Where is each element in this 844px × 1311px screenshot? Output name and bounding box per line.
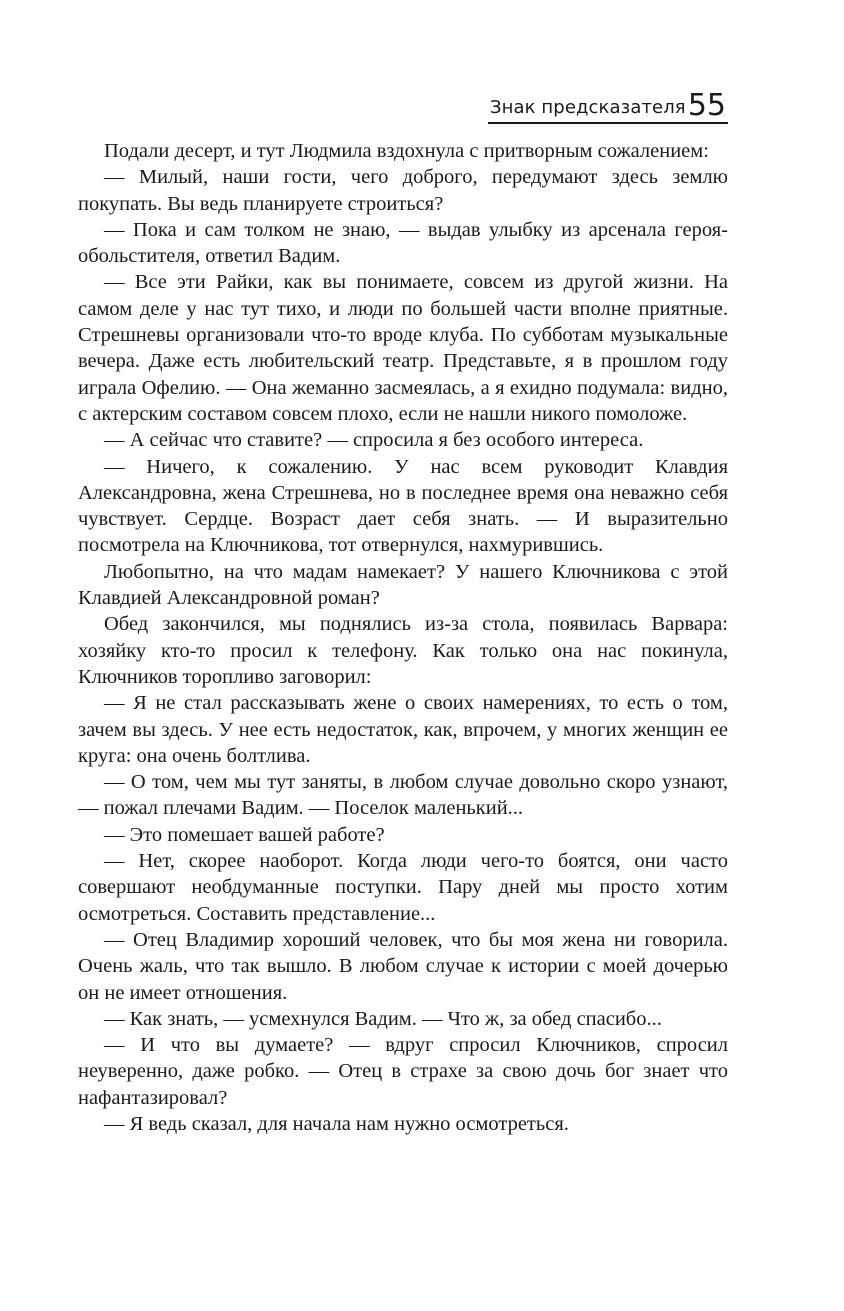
paragraph: — Отец Владимир хороший человек, что бы моя жена ни говорила. Очень жаль, что так вышло. В любом случае к истории с моей дочерью он не имеет отношения.: [78, 928, 728, 1004]
paragraph: — Нет, скорее наоборот. Когда люди чего-то боятся, они часто совершают необдуманные поступки. Пару дней мы просто хотим осмотреться. Составить представление...: [78, 850, 728, 925]
body-text: [78, 138, 728, 1137]
paragraph: — И что вы думаете? — вдруг спросил Ключников, спросил неуверенно, даже робко. — Отец в страхе за свою дочь бог знает что нафантазировал?: [78, 1034, 728, 1109]
paragraph: — Я ведь сказал, для начала нам нужно осмотреться.: [104, 1112, 569, 1135]
paragraph: — О том, чем мы тут заняты, в любом случае довольно скоро узнают, — пожал плечами Вадим. — Поселок маленький...: [78, 771, 728, 820]
paragraph: — Пока и сам толком не знаю, — выдав улыбку из арсенала героя-обольстителя, ответил Вадим.: [78, 218, 728, 268]
paragraph: Обед закончился, мы поднялись из-за стола, появилась Варвара: хозяйку кто-то просил к телефону. Как только она нас покинула, Ключников торопливо заговорил:: [78, 613, 728, 688]
paragraph: — Ничего, к сожалению. У нас всем руководит Клавдия Александровна, жена Стрешнева, но в последнее время она неважно себя чувствует. Сердце. Возраст дает себя знать. — И выразительно посмотрела на Ключникова, тот отвернулся, нахмурившись.: [78, 455, 728, 557]
paragraph: — Это помешает вашей работе?: [104, 823, 385, 846]
paragraph: — Я не стал рассказывать жене о своих намерениях, то есть о том, зачем вы здесь. У нее есть недостаток, как, впрочем, у многих женщин ее круга: она очень болтлива.: [78, 692, 728, 767]
paragraph: — Как знать, — усмехнулся Вадим. — Что ж, за обед спасибо...: [104, 1007, 662, 1030]
paragraph: — А сейчас что ставите? — спросила я без особого интереса.: [104, 429, 644, 452]
page-number: 55: [687, 88, 726, 123]
paragraph: — Милый, наши гости, чего доброго, передумают здесь землю покупать. Вы ведь планируете строиться?: [78, 166, 728, 215]
paragraph: Любопытно, на что мадам намекает? У нашего Ключникова с этой Клавдией Александровной роман?: [78, 560, 728, 610]
paragraph: Подали десерт, и тут Людмила вздохнула с притворным сожалением:: [104, 140, 709, 162]
running-header: [488, 84, 728, 124]
running-title: Знак предсказателя: [490, 97, 686, 118]
paragraph: — Все эти Райки, как вы понимаете, совсем из другой жизни. На самом деле у нас тут тихо, и люди по большей части вполне приятные. Стрешневы организовали что-то вроде клуба. По субботам музыкальные вечера. Даже есть любительский театр. Представьте, я в прошлом году играла Офелию. — Она жеманно засмеялась, а я ехидно подумала: видно, с актерским составом совсем плохо, если не нашли никого помоложе.: [78, 271, 728, 425]
